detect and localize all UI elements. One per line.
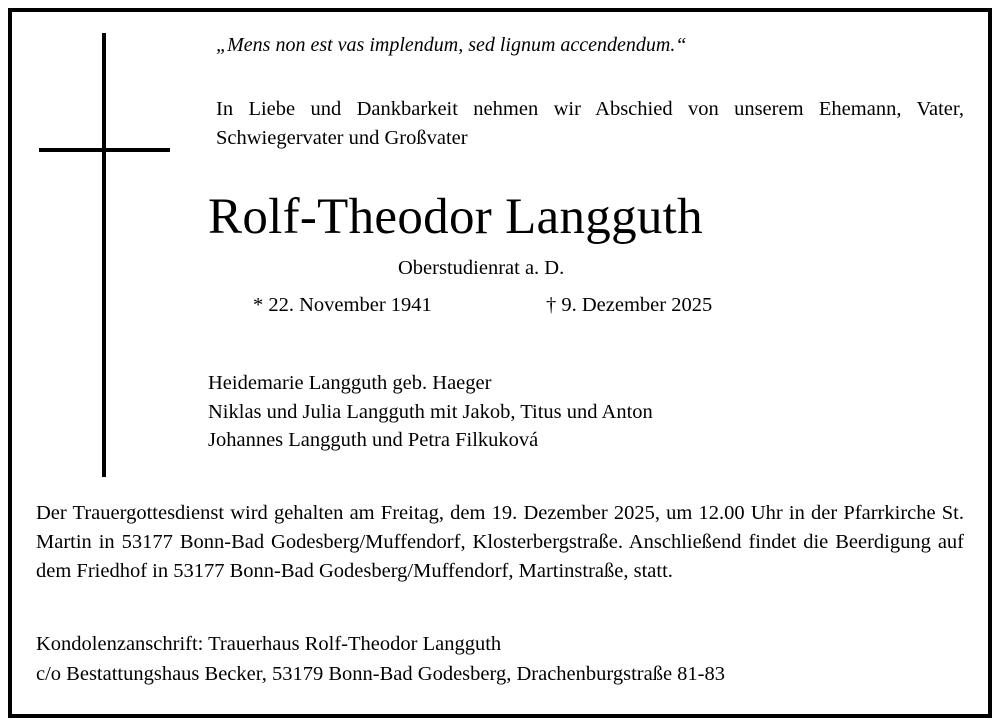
cross-icon-vertical xyxy=(102,33,106,477)
latin-quote: „Mens non est vas implendum, sed lignum accendendum.“ xyxy=(216,34,687,56)
condolence-line: c/o Bestattungshaus Becker, 53179 Bonn-Bad Godesberg, Drachenburgstraße 81-83 xyxy=(36,663,726,685)
mourner-line: Niklas und Julia Langguth mit Jakob, Titus und Anton xyxy=(208,400,653,423)
service-info: Der Trauergottesdienst wird gehalten am Freitag, dem 19. Dezember 2025, um 12.00 Uhr in der Pfarrkirche St. Martin in 53177 Bonn-Bad Godesberg/Muffendorf, Klosterbergstraße. Anschließend findet die Beerdigung auf dem Friedhof in 53177 Bonn-Bad Godesberg/Muffendorf, Martinstraße, statt. xyxy=(36,502,964,582)
birth-date: * 22. November 1941 xyxy=(253,294,432,316)
intro-text: In Liebe und Dankbarkeit nehmen wir Abschied von unserem Ehemann, Vater, Schwiegervater und Großvater xyxy=(216,98,964,149)
mourner-line: Johannes Langguth und Petra Filkuková xyxy=(208,429,539,451)
death-date: † 9. Dezember 2025 xyxy=(546,294,713,316)
mourner-line: Heidemarie Langguth geb. Haeger xyxy=(208,372,492,394)
deceased-title: Oberstudienrat a. D. xyxy=(398,257,565,279)
cross-icon-horizontal xyxy=(39,148,170,152)
condolence-address xyxy=(36,629,725,689)
deceased-name: Rolf-Theodor Langguth xyxy=(208,189,703,245)
mourners-list xyxy=(208,369,653,455)
condolence-line: Kondolenzanschrift: Trauerhaus Rolf-Theodor Langguth xyxy=(36,633,502,655)
